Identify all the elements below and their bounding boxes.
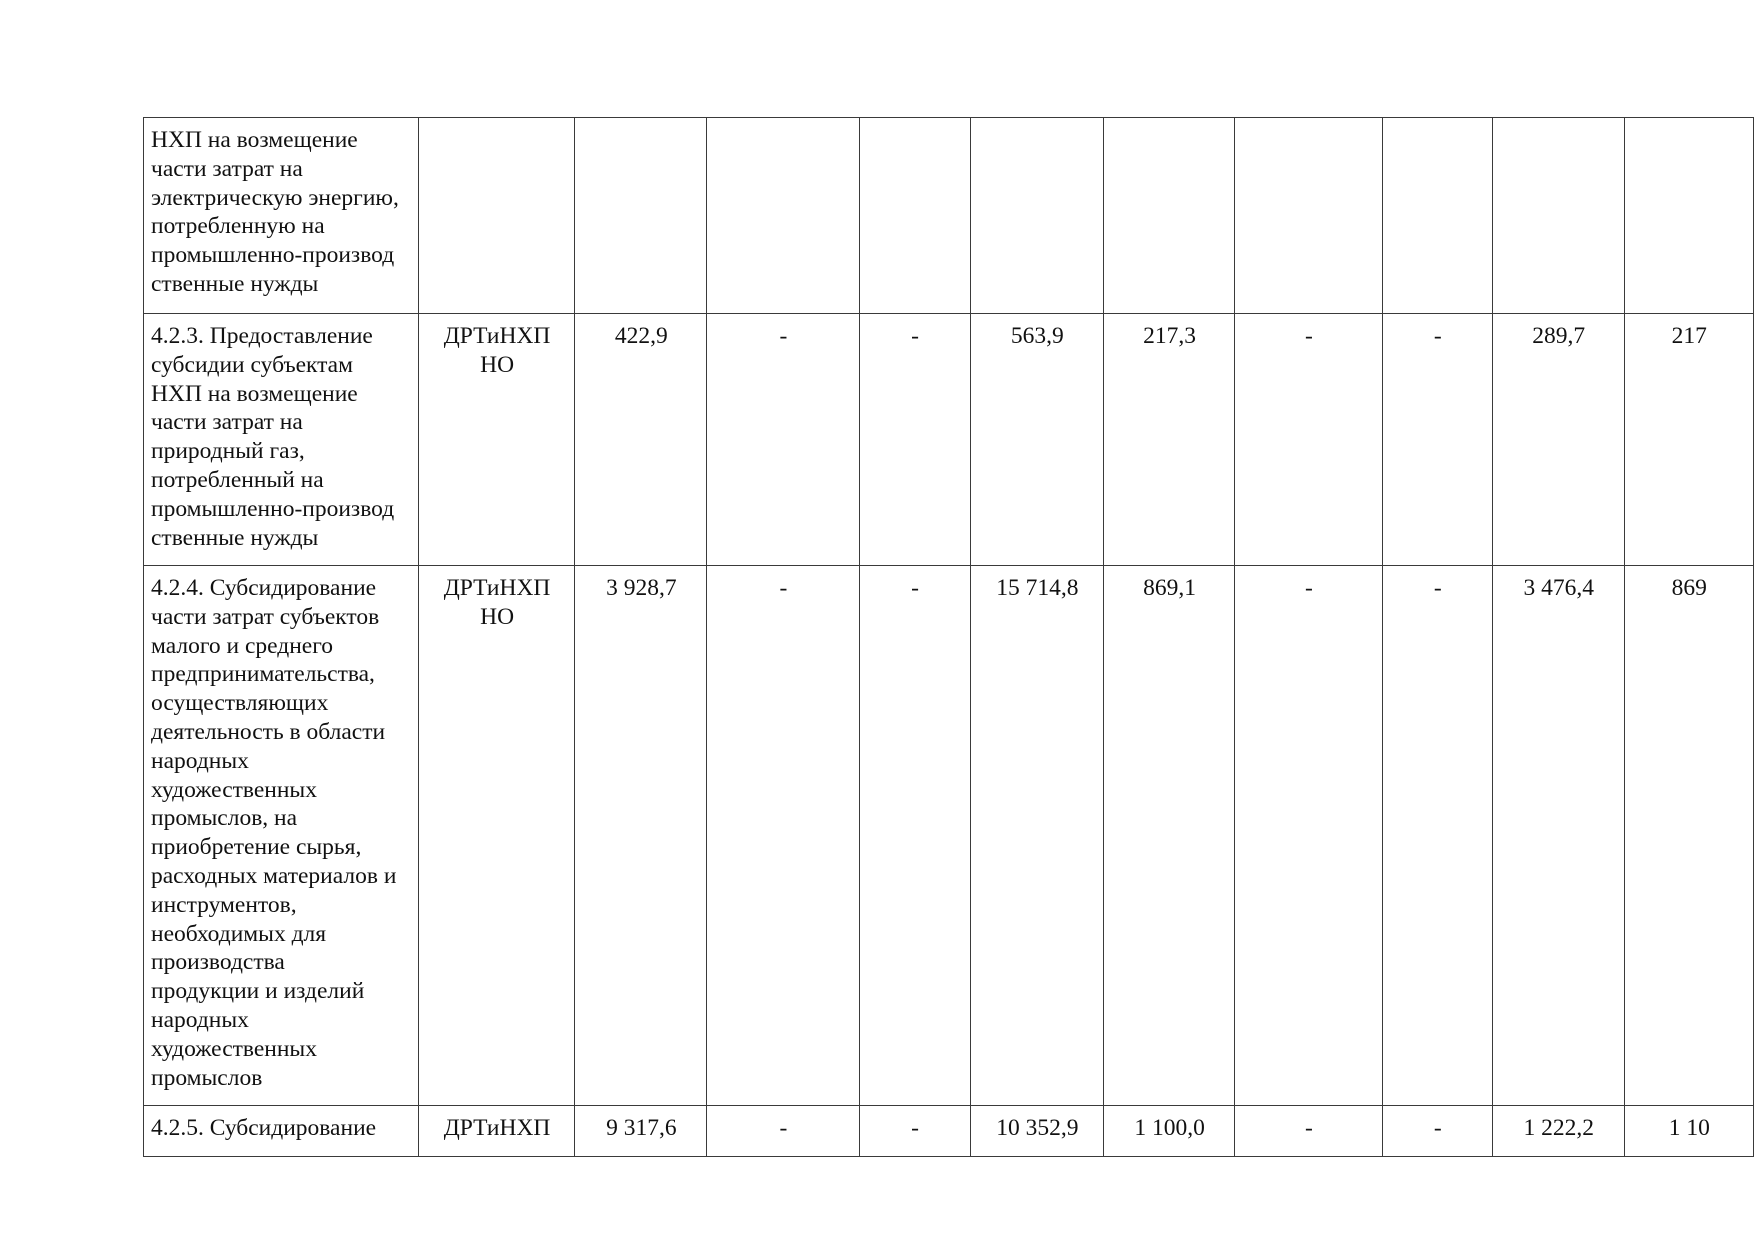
description-line: 4.2.3. Предоставление — [151, 323, 373, 349]
description-line: части затрат на — [151, 155, 303, 182]
value-cell: - — [1382, 314, 1492, 566]
description-line: НХП на возмещение — [151, 380, 358, 407]
description-line: электрическую энергию, — [151, 184, 399, 211]
value-cell — [1382, 118, 1492, 314]
value-cell: - — [859, 314, 970, 566]
description-line: производства — [151, 949, 285, 976]
description-line: расходных материалов и — [151, 862, 397, 889]
table-row — [144, 314, 1754, 566]
description-line: инструментов, — [151, 891, 297, 918]
value-cell: 1 100,0 — [1104, 1106, 1235, 1157]
budget-table — [143, 117, 1754, 1157]
description-line: промышленно-производ — [151, 495, 395, 522]
value-cell: 869 — [1624, 566, 1753, 1106]
value-cell: 563,9 — [970, 314, 1104, 566]
description-line: потребленный на — [151, 466, 324, 493]
value-cell: 1 222,2 — [1492, 1106, 1624, 1157]
value-cell: - — [707, 1106, 859, 1157]
value-cell: - — [1235, 566, 1383, 1106]
value-cell: 422,9 — [575, 314, 707, 566]
value-cell — [1624, 118, 1753, 314]
description-line: художественных — [151, 776, 317, 803]
value-cell: 9 317,6 — [575, 1106, 707, 1157]
value-cell — [1235, 118, 1383, 314]
description-line: НХП на возмещение — [151, 127, 358, 153]
description-line: ственные нужды — [151, 270, 319, 297]
value-cell: 10 352,9 — [970, 1106, 1104, 1157]
description-line: приобретение сырья, — [151, 834, 362, 861]
value-cell: 1 10 — [1624, 1106, 1753, 1157]
value-cell: - — [707, 566, 859, 1106]
value-cell: 3 928,7 — [575, 566, 707, 1106]
measure-description — [144, 566, 419, 1106]
description-line: деятельность в области — [151, 718, 386, 745]
description-line: 4.2.5. Субсидирование — [151, 1115, 377, 1141]
description-line: предпринимательства, — [151, 661, 375, 688]
value-cell: 217 — [1624, 314, 1753, 566]
value-cell: 3 476,4 — [1492, 566, 1624, 1106]
description-line: народных — [151, 1006, 249, 1033]
description-line: 4.2.4. Субсидирование — [151, 575, 377, 601]
description-line: необходимых для — [151, 920, 327, 947]
table-row — [144, 118, 1754, 314]
description-line: природный газ, — [151, 438, 305, 465]
description-line: субсидии субъектам — [151, 351, 353, 378]
executor-cell — [418, 118, 575, 314]
value-cell — [1492, 118, 1624, 314]
measure-description — [144, 118, 419, 314]
description-line: промыслов — [151, 1064, 263, 1091]
value-cell: - — [1235, 1106, 1383, 1157]
measure-description — [144, 314, 419, 566]
description-line: потребленную на — [151, 213, 325, 240]
value-cell — [970, 118, 1104, 314]
value-cell: 869,1 — [1104, 566, 1235, 1106]
value-cell: 289,7 — [1492, 314, 1624, 566]
description-line: малого и среднего — [151, 632, 334, 659]
description-line: ственные нужды — [151, 524, 319, 551]
value-cell: - — [707, 314, 859, 566]
description-line: художественных — [151, 1035, 317, 1062]
value-cell: - — [859, 566, 970, 1106]
description-line: народных — [151, 747, 249, 774]
value-cell: - — [1382, 1106, 1492, 1157]
description-line: продукции и изделий — [151, 978, 365, 1005]
description-line: части затрат субъектов — [151, 603, 380, 630]
executor-cell: ДРТиНХП НО — [418, 314, 575, 566]
executor-cell: ДРТиНХП НО — [418, 566, 575, 1106]
table-row — [144, 566, 1754, 1106]
description-line: осуществляющих — [151, 690, 329, 717]
executor-cell: ДРТиНХП — [418, 1106, 575, 1157]
value-cell: - — [1382, 566, 1492, 1106]
value-cell — [1104, 118, 1235, 314]
value-cell: 217,3 — [1104, 314, 1235, 566]
description-line: промышленно-производ — [151, 242, 395, 269]
value-cell — [575, 118, 707, 314]
measure-description — [144, 1106, 419, 1157]
value-cell — [707, 118, 859, 314]
description-line: части затрат на — [151, 409, 303, 436]
value-cell — [859, 118, 970, 314]
value-cell: 15 714,8 — [970, 566, 1104, 1106]
table-row — [144, 1106, 1754, 1157]
value-cell: - — [859, 1106, 970, 1157]
description-line: промыслов, на — [151, 805, 298, 832]
value-cell: - — [1235, 314, 1383, 566]
